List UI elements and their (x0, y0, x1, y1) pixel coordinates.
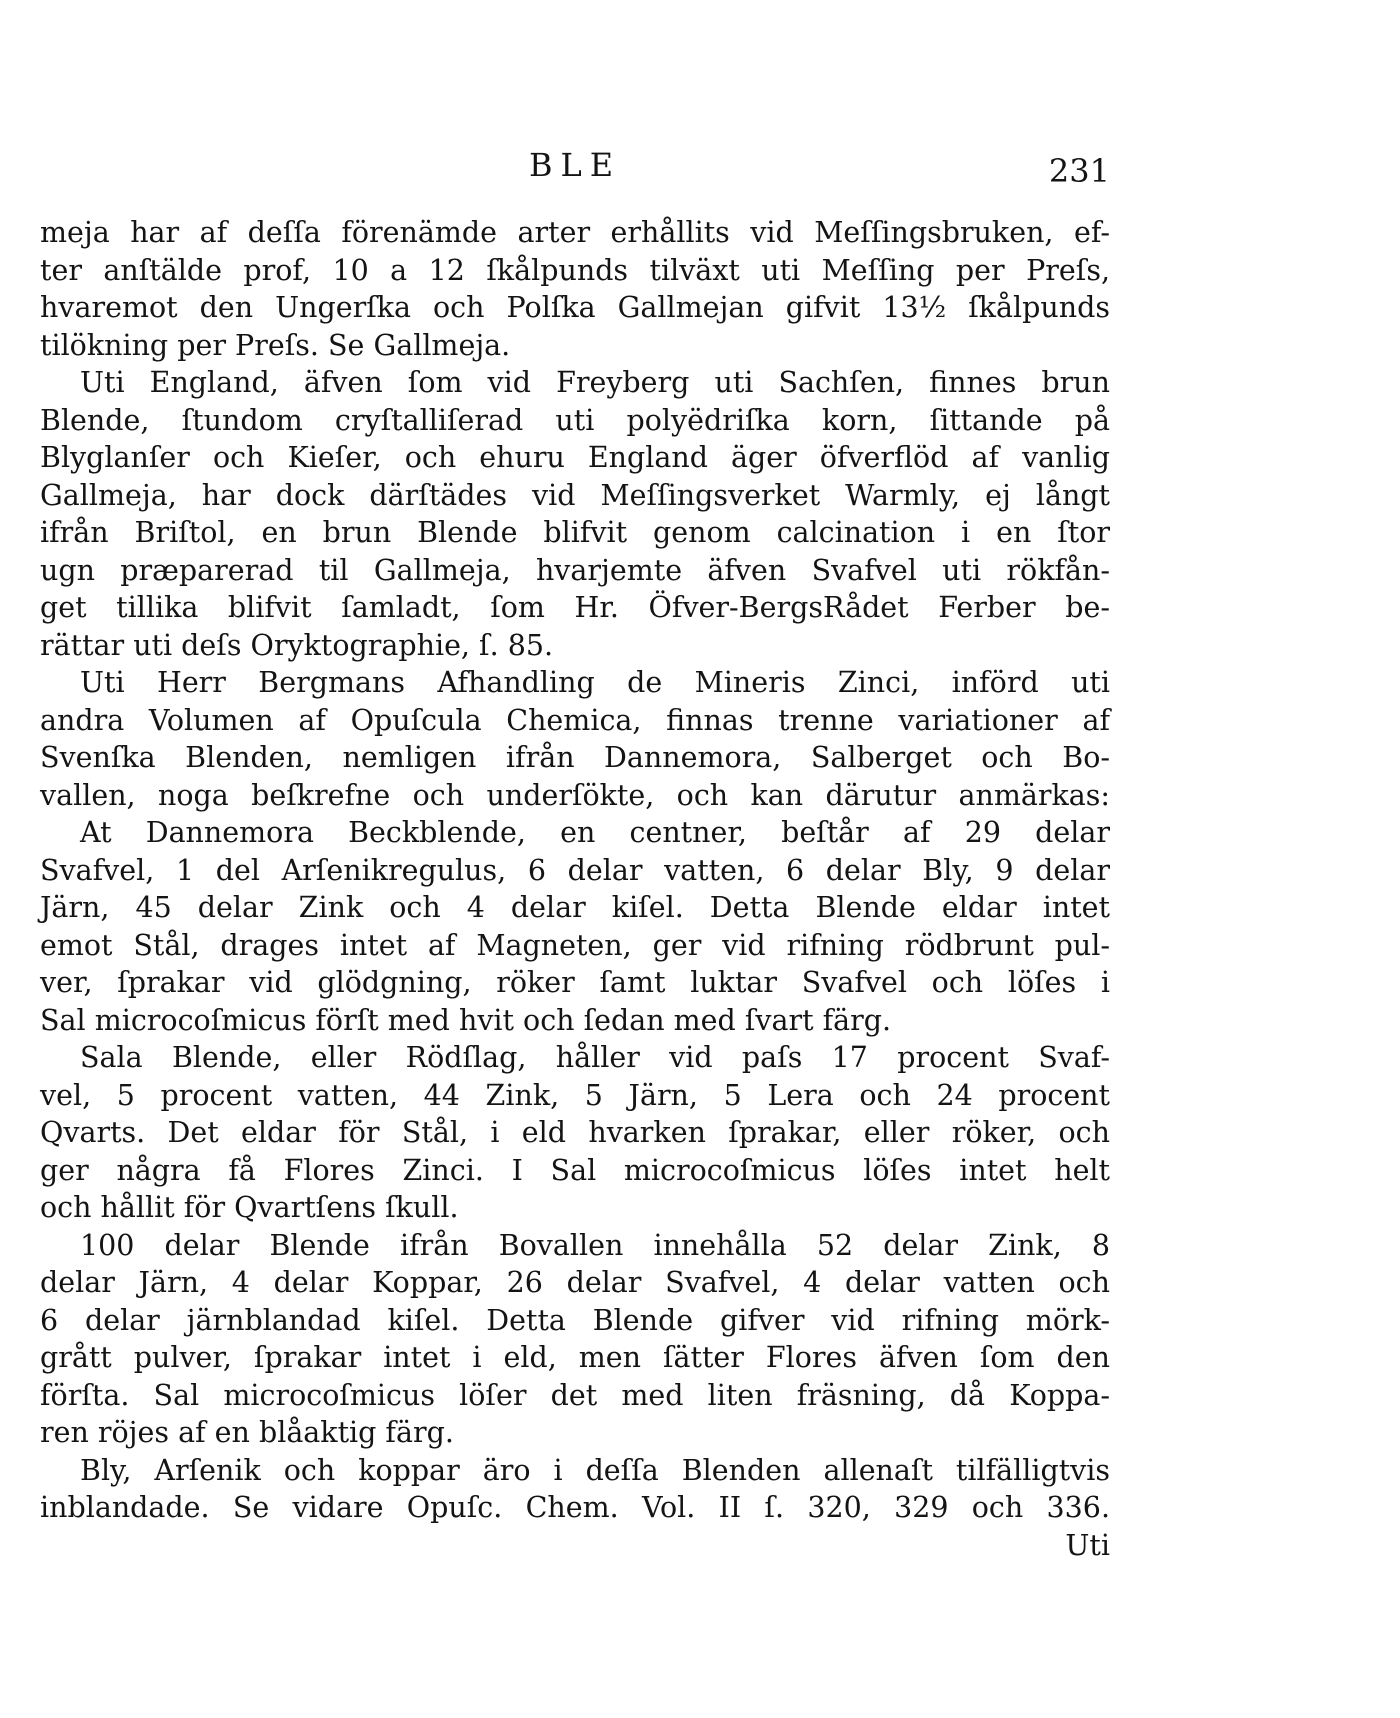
text-line: Gallmeja, har dock därſtädes vid Meſſingsverket Warmly, ej långt (40, 478, 1110, 512)
text-line: Järn, 45 delar Zink och 4 delar kiſel. Detta Blende eldar intet (40, 891, 1110, 924)
text-line: At Dannemora Beckblende, en centner, beſtår af 29 delar (80, 816, 1110, 849)
text-line: Uti Herr Bergmans Afhandling de Mineris Zinci, införd uti (80, 666, 1110, 699)
text-line: ifrån Briſtol, en brun Blende blifvit genom calcination i en ſtor (40, 516, 1110, 549)
text-line: vallen, noga beſkrefne och underſökte, och kan därutur anmärkas: (40, 778, 1110, 812)
text-line: ren röjes af en blåaktig färg. (40, 1416, 454, 1449)
text-line: hvaremot den Ungerſka och Polſka Gallmejan gifvit 13½ ſkålpunds (40, 291, 1110, 324)
text-line: Blende, ſtundom cryſtalliſerad uti polyëdriſka korn, ſittande på (40, 403, 1110, 437)
text-line: Blyglanſer och Kieſer, och ehuru England äger öfverflöd af vanlig (40, 441, 1110, 474)
text-line: ver, ſprakar vid glödgning, röker ſamt luktar Svafvel och löſes i (40, 966, 1110, 999)
text-line: Qvarts. Det eldar för Stål, i eld hvarken ſprakar, eller röker, och (40, 1116, 1110, 1149)
text-line: Svenſka Blenden, nemligen ifrån Dannemora, Salberget och Bo- (40, 741, 1110, 774)
text-line: Uti England, äfven ſom vid Freyberg uti Sachſen, finnes brun (80, 366, 1110, 399)
running-header (40, 140, 1110, 190)
catchword: Uti (1065, 1528, 1110, 1562)
text-line: och hållit för Qvartſens ſkull. (40, 1191, 459, 1224)
text-line: ger några få Flores Zinci. I Sal microcoſmicus löſes intet helt (40, 1153, 1110, 1187)
text-line: vel, 5 procent vatten, 44 Zink, 5 Järn, 5 Lera och 24 procent (40, 1078, 1110, 1112)
text-line: Sal microcoſmicus förſt med hvit och ſedan med ſvart färg. (40, 1003, 892, 1037)
header-title: BLE (528, 146, 622, 184)
text-line: emot Stål, drages intet af Magneten, ger vid rifning rödbrunt pul- (40, 928, 1110, 962)
text-line: Sala Blende, eller Rödſlag, håller vid paſs 17 procent Svaf- (80, 1041, 1110, 1074)
text-line: grått pulver, ſprakar intet i eld, men ſätter Flores äfven ſom den (40, 1341, 1110, 1374)
text-line: Svafvel, 1 del Arſenikregulus, 6 delar vatten, 6 delar Bly, 9 delar (40, 853, 1110, 887)
text-line: rättar uti deſs Oryktographie, ſ. 85. (40, 628, 554, 662)
text-line: ter anſtälde prof, 10 a 12 ſkålpunds tilväxt uti Meſſing per Preſs, (40, 253, 1110, 287)
text-line: inblandade. Se vidare Opuſc. Chem. Vol. II ſ. 320, 329 och 336. (40, 1491, 1110, 1524)
text-line: ugn præparerad til Gallmeja, hvarjemte äfven Svafvel uti rökfån- (40, 553, 1110, 587)
text-line: delar Järn, 4 delar Koppar, 26 delar Svafvel, 4 delar vatten och (40, 1266, 1110, 1299)
body-text (40, 214, 1110, 1564)
text-line: tilökning per Preſs. Se Gallmeja. (40, 328, 511, 362)
text-line: Bly, Arſenik och koppar äro i deſſa Blenden allenaſt tilfälligtvis (80, 1453, 1110, 1487)
text-line: 6 delar järnblandad kiſel. Detta Blende gifver vid rifning mörk- (40, 1303, 1110, 1337)
page-number: 231 (1048, 152, 1110, 190)
text-line: förſta. Sal microcoſmicus löſer det med liten fräsning, då Koppa- (40, 1378, 1110, 1412)
text-line: meja har af deſſa förenämde arter erhållits vid Meſſingsbruken, ef- (40, 216, 1110, 249)
text-line: get tillika blifvit ſamladt, ſom Hr. Öfver-BergsRådet Ferber be- (40, 591, 1110, 624)
text-line: andra Volumen af Opuſcula Chemica, finnas trenne variationer af (40, 703, 1110, 737)
text-line: 100 delar Blende ifrån Bovallen innehålla 52 delar Zink, 8 (80, 1228, 1110, 1262)
